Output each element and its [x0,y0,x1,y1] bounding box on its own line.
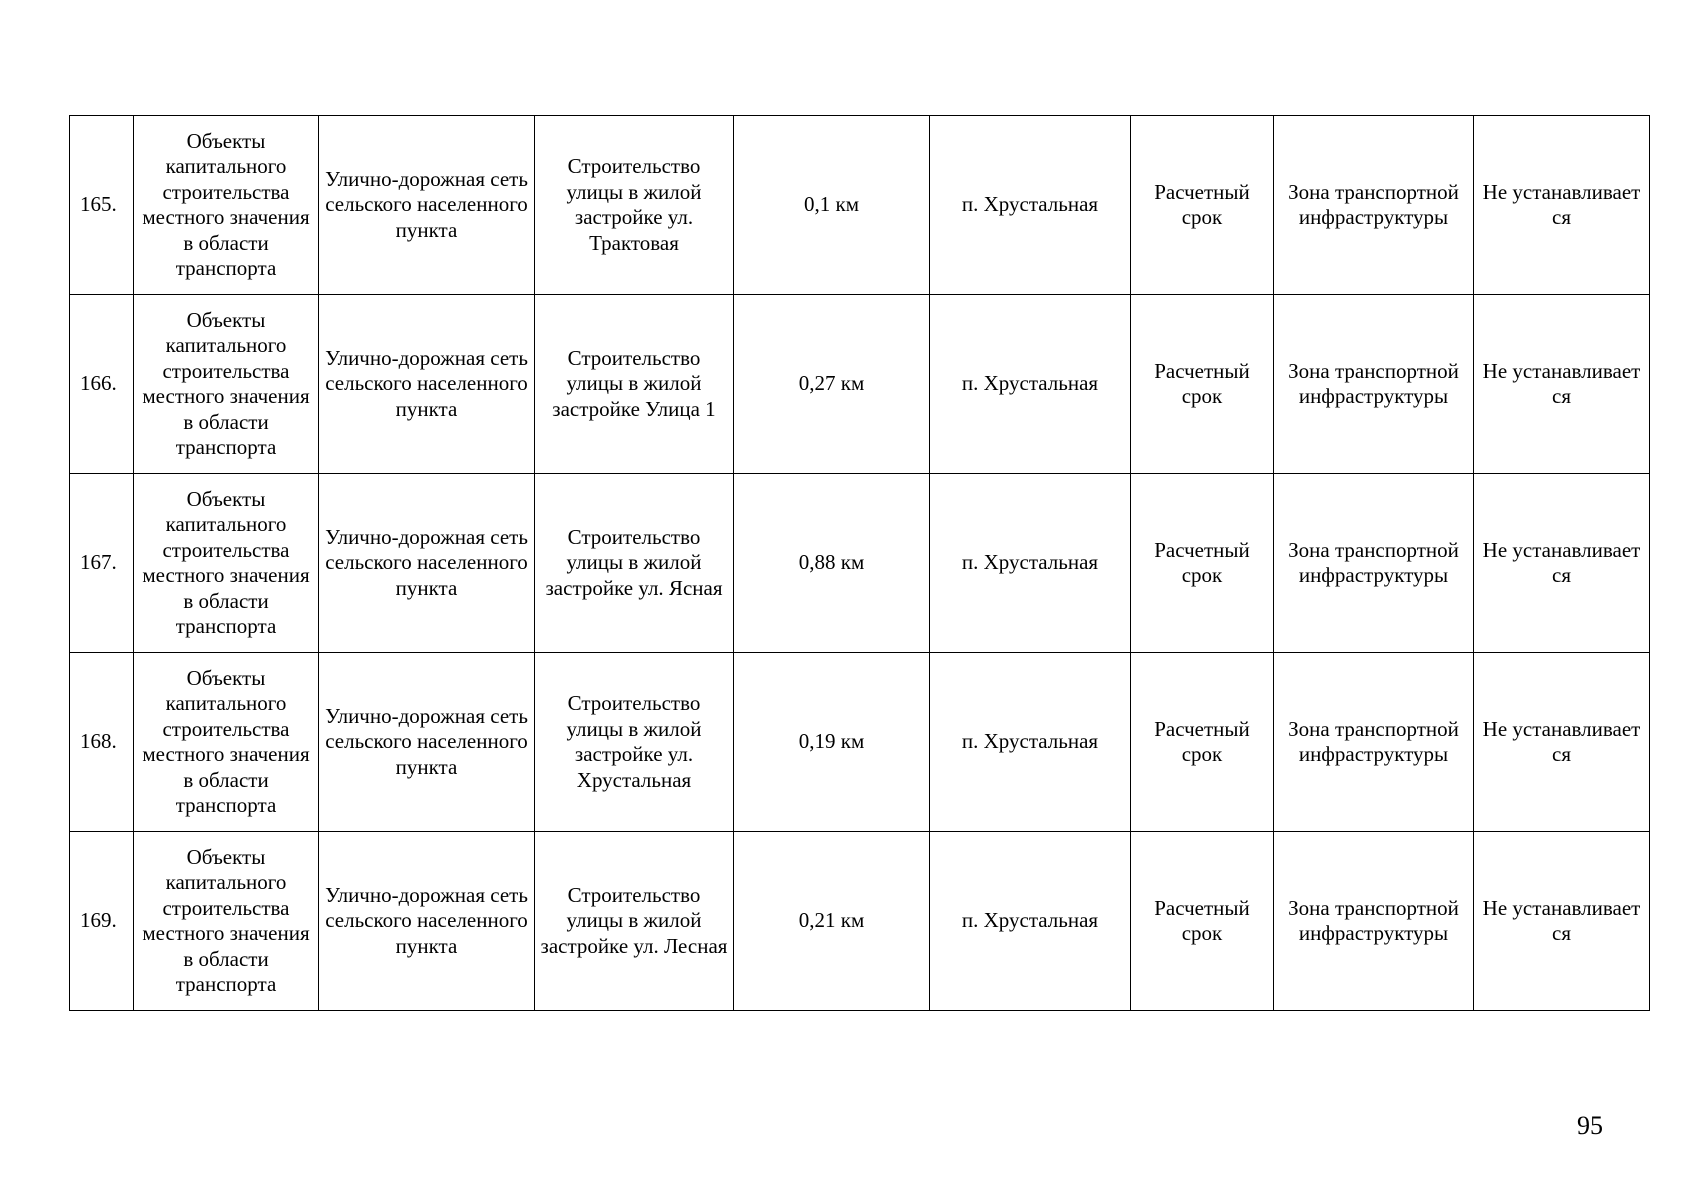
length-cell: 0,88 км [734,474,930,653]
term-cell: Расчетный срок [1131,832,1274,1011]
row-number-cell: 165. [70,116,134,295]
zone-cell: Зона транспортной инфраструктуры [1274,116,1474,295]
table-row [70,116,1650,295]
location-cell: п. Хрустальная [930,116,1131,295]
description-cell: Строительство улицы в жилой застройке ул. Ясная [535,474,734,653]
page-number: 95 [1577,1111,1603,1140]
zone-cell: Зона транспортной инфраструктуры [1274,474,1474,653]
length-cell: 0,21 км [734,832,930,1011]
location-cell: п. Хрустальная [930,295,1131,474]
object-type-cell: Объекты капитального строительства местного значения в области транспорта [134,653,319,832]
table-row [70,295,1650,474]
length-cell: 0,1 км [734,116,930,295]
term-cell: Расчетный срок [1131,295,1274,474]
description-cell: Строительство улицы в жилой застройке ул. Хрустальная [535,653,734,832]
term-cell: Расчетный срок [1131,116,1274,295]
location-cell: п. Хрустальная [930,832,1131,1011]
table-row [70,832,1650,1011]
description-cell: Строительство улицы в жилой застройке ул. Лесная [535,832,734,1011]
object-type-cell: Объекты капитального строительства местного значения в области транспорта [134,832,319,1011]
zone-cell: Зона транспортной инфраструктуры [1274,832,1474,1011]
table-row [70,474,1650,653]
row-number-cell: 168. [70,653,134,832]
status-cell: Не устанавливается [1474,116,1650,295]
objects-table-body [70,116,1650,1011]
network-cell: Улично-дорожная сеть сельского населенного пункта [319,832,535,1011]
location-cell: п. Хрустальная [930,474,1131,653]
length-cell: 0,19 км [734,653,930,832]
term-cell: Расчетный срок [1131,653,1274,832]
location-cell: п. Хрустальная [930,653,1131,832]
status-cell: Не устанавливается [1474,832,1650,1011]
description-cell: Строительство улицы в жилой застройке ул. Трактовая [535,116,734,295]
network-cell: Улично-дорожная сеть сельского населенного пункта [319,474,535,653]
network-cell: Улично-дорожная сеть сельского населенного пункта [319,116,535,295]
length-cell: 0,27 км [734,295,930,474]
zone-cell: Зона транспортной инфраструктуры [1274,295,1474,474]
description-cell: Строительство улицы в жилой застройке Улица 1 [535,295,734,474]
table-row [70,653,1650,832]
objects-table [69,115,1650,1011]
object-type-cell: Объекты капитального строительства местного значения в области транспорта [134,295,319,474]
zone-cell: Зона транспортной инфраструктуры [1274,653,1474,832]
object-type-cell: Объекты капитального строительства местного значения в области транспорта [134,116,319,295]
row-number-cell: 166. [70,295,134,474]
object-type-cell: Объекты капитального строительства местного значения в области транспорта [134,474,319,653]
row-number-cell: 167. [70,474,134,653]
network-cell: Улично-дорожная сеть сельского населенного пункта [319,653,535,832]
status-cell: Не устанавливается [1474,474,1650,653]
network-cell: Улично-дорожная сеть сельского населенного пункта [319,295,535,474]
status-cell: Не устанавливается [1474,295,1650,474]
status-cell: Не устанавливается [1474,653,1650,832]
term-cell: Расчетный срок [1131,474,1274,653]
row-number-cell: 169. [70,832,134,1011]
